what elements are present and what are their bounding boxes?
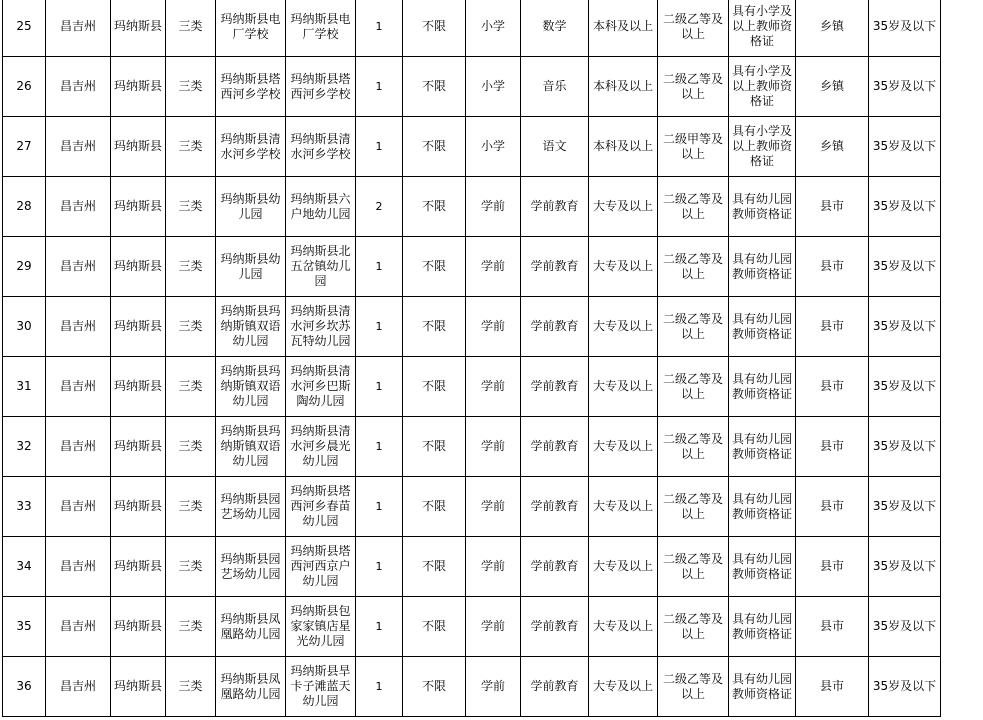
mandarin-level-cell[interactable]: 二级乙等及以上 [658,357,729,417]
prefecture-cell[interactable]: 昌吉州 [46,417,111,477]
certificate-cell[interactable]: 具有幼儿园教师资格证 [729,597,796,657]
county-cell[interactable]: 玛纳斯县 [111,357,166,417]
subject-cell[interactable]: 学前教育 [521,237,589,297]
table-row [3,357,941,417]
prefecture-cell[interactable]: 昌吉州 [46,0,111,57]
school-cell[interactable]: 玛纳斯县园艺场幼儿园 [216,477,286,537]
subject-cell[interactable]: 学前教育 [521,177,589,237]
recruitment-table [2,0,941,717]
post-school-cell[interactable]: 玛纳斯县旱卡子滩蓝天幼儿园 [286,657,356,717]
mandarin-level-cell[interactable]: 二级乙等及以上 [658,57,729,117]
post-school-cell[interactable]: 玛纳斯县清水河乡学校 [286,117,356,177]
seq-cell[interactable]: 26 [3,57,46,117]
quota-cell[interactable]: 1 [356,537,403,597]
gender-cell[interactable]: 不限 [403,0,466,57]
prefecture-cell[interactable]: 昌吉州 [46,657,111,717]
education-cell[interactable]: 大专及以上 [589,477,658,537]
county-cell[interactable]: 玛纳斯县 [111,417,166,477]
post-school-cell[interactable]: 玛纳斯县包家家镇店星光幼儿园 [286,597,356,657]
quota-cell[interactable]: 1 [356,0,403,57]
quota-cell[interactable]: 1 [356,357,403,417]
seq-cell[interactable]: 36 [3,657,46,717]
gender-cell[interactable]: 不限 [403,417,466,477]
gender-cell[interactable]: 不限 [403,117,466,177]
seq-cell[interactable]: 35 [3,597,46,657]
quota-cell[interactable]: 1 [356,417,403,477]
mandarin-level-cell[interactable]: 二级乙等及以上 [658,0,729,57]
table-row [3,117,941,177]
certificate-cell[interactable]: 具有小学及以上教师资格证 [729,117,796,177]
post-school-cell[interactable]: 玛纳斯县六户地幼儿园 [286,177,356,237]
age-cell[interactable]: 35岁及以下 [869,357,941,417]
subject-cell[interactable]: 学前教育 [521,297,589,357]
county-cell[interactable]: 玛纳斯县 [111,597,166,657]
school-cell[interactable]: 玛纳斯县园艺场幼儿园 [216,537,286,597]
seq-cell[interactable]: 33 [3,477,46,537]
location-cell[interactable]: 乡镇 [796,57,869,117]
seq-cell[interactable]: 25 [3,0,46,57]
subject-cell[interactable]: 学前教育 [521,477,589,537]
mandarin-level-cell[interactable]: 二级乙等及以上 [658,537,729,597]
subject-cell[interactable]: 学前教育 [521,537,589,597]
category-cell[interactable]: 三类 [166,417,216,477]
category-cell[interactable]: 三类 [166,657,216,717]
quota-cell[interactable]: 1 [356,57,403,117]
school-cell[interactable]: 玛纳斯县玛纳斯镇双语幼儿园 [216,417,286,477]
seq-cell[interactable]: 27 [3,117,46,177]
county-cell[interactable]: 玛纳斯县 [111,297,166,357]
gender-cell[interactable]: 不限 [403,237,466,297]
prefecture-cell[interactable]: 昌吉州 [46,237,111,297]
table-row [3,0,941,57]
subject-cell[interactable]: 数学 [521,0,589,57]
county-cell[interactable]: 玛纳斯县 [111,177,166,237]
prefecture-cell[interactable]: 昌吉州 [46,477,111,537]
category-cell[interactable]: 三类 [166,237,216,297]
location-cell[interactable]: 县市 [796,657,869,717]
school-cell[interactable]: 玛纳斯县塔西河乡学校 [216,57,286,117]
certificate-cell[interactable]: 具有幼儿园教师资格证 [729,537,796,597]
seq-cell[interactable]: 32 [3,417,46,477]
age-cell[interactable]: 35岁及以下 [869,537,941,597]
mandarin-level-cell[interactable]: 二级乙等及以上 [658,417,729,477]
post-school-cell[interactable]: 玛纳斯县塔西河乡春苗幼儿园 [286,477,356,537]
age-cell[interactable]: 35岁及以下 [869,117,941,177]
certificate-cell[interactable]: 具有幼儿园教师资格证 [729,417,796,477]
location-cell[interactable]: 县市 [796,477,869,537]
post-school-cell[interactable]: 玛纳斯县清水河乡晨光幼儿园 [286,417,356,477]
category-cell[interactable]: 三类 [166,297,216,357]
quota-cell[interactable]: 1 [356,657,403,717]
category-cell[interactable]: 三类 [166,477,216,537]
category-cell[interactable]: 三类 [166,57,216,117]
mandarin-level-cell[interactable]: 二级乙等及以上 [658,177,729,237]
table-row [3,597,941,657]
education-cell[interactable]: 大专及以上 [589,417,658,477]
school-cell[interactable]: 玛纳斯县玛纳斯镇双语幼儿园 [216,357,286,417]
county-cell[interactable]: 玛纳斯县 [111,537,166,597]
school-cell[interactable]: 玛纳斯县玛纳斯镇双语幼儿园 [216,297,286,357]
stage-cell[interactable]: 学前 [466,657,521,717]
certificate-cell[interactable]: 具有幼儿园教师资格证 [729,237,796,297]
age-cell[interactable]: 35岁及以下 [869,477,941,537]
quota-cell[interactable]: 1 [356,597,403,657]
location-cell[interactable]: 县市 [796,597,869,657]
prefecture-cell[interactable]: 昌吉州 [46,537,111,597]
location-cell[interactable]: 县市 [796,357,869,417]
mandarin-level-cell[interactable]: 二级乙等及以上 [658,237,729,297]
education-cell[interactable]: 大专及以上 [589,657,658,717]
seq-cell[interactable]: 28 [3,177,46,237]
quota-cell[interactable]: 2 [356,177,403,237]
education-cell[interactable]: 大专及以上 [589,357,658,417]
stage-cell[interactable]: 小学 [466,57,521,117]
education-cell[interactable]: 大专及以上 [589,297,658,357]
mandarin-level-cell[interactable]: 二级甲等及以上 [658,117,729,177]
age-cell[interactable]: 35岁及以下 [869,597,941,657]
subject-cell[interactable]: 学前教育 [521,657,589,717]
table-row [3,177,941,237]
certificate-cell[interactable]: 具有小学及以上教师资格证 [729,57,796,117]
stage-cell[interactable]: 学前 [466,417,521,477]
gender-cell[interactable]: 不限 [403,297,466,357]
stage-cell[interactable]: 小学 [466,0,521,57]
education-cell[interactable]: 大专及以上 [589,237,658,297]
mandarin-level-cell[interactable]: 二级乙等及以上 [658,597,729,657]
location-cell[interactable]: 乡镇 [796,117,869,177]
county-cell[interactable]: 玛纳斯县 [111,57,166,117]
table-row [3,57,941,117]
seq-cell[interactable]: 31 [3,357,46,417]
prefecture-cell[interactable]: 昌吉州 [46,57,111,117]
age-cell[interactable]: 35岁及以下 [869,57,941,117]
gender-cell[interactable]: 不限 [403,597,466,657]
age-cell[interactable]: 35岁及以下 [869,657,941,717]
age-cell[interactable]: 35岁及以下 [869,177,941,237]
school-cell[interactable]: 玛纳斯县凤凰路幼儿园 [216,657,286,717]
school-cell[interactable]: 玛纳斯县幼儿园 [216,177,286,237]
post-school-cell[interactable]: 玛纳斯县塔西河西京户幼儿园 [286,537,356,597]
location-cell[interactable]: 县市 [796,537,869,597]
seq-cell[interactable]: 34 [3,537,46,597]
education-cell[interactable]: 本科及以上 [589,57,658,117]
mandarin-level-cell[interactable]: 二级乙等及以上 [658,297,729,357]
county-cell[interactable]: 玛纳斯县 [111,477,166,537]
age-cell[interactable]: 35岁及以下 [869,0,941,57]
subject-cell[interactable]: 学前教育 [521,597,589,657]
gender-cell[interactable]: 不限 [403,477,466,537]
education-cell[interactable]: 大专及以上 [589,177,658,237]
county-cell[interactable]: 玛纳斯县 [111,237,166,297]
certificate-cell[interactable]: 具有幼儿园教师资格证 [729,477,796,537]
location-cell[interactable]: 县市 [796,237,869,297]
certificate-cell[interactable]: 具有小学及以上教师资格证 [729,0,796,57]
post-school-cell[interactable]: 玛纳斯县北五岔镇幼儿园 [286,237,356,297]
school-cell[interactable]: 玛纳斯县清水河乡学校 [216,117,286,177]
table-row [3,237,941,297]
county-cell[interactable]: 玛纳斯县 [111,0,166,57]
age-cell[interactable]: 35岁及以下 [869,237,941,297]
location-cell[interactable]: 县市 [796,417,869,477]
seq-cell[interactable]: 29 [3,237,46,297]
prefecture-cell[interactable]: 昌吉州 [46,357,111,417]
category-cell[interactable]: 三类 [166,117,216,177]
prefecture-cell[interactable]: 昌吉州 [46,597,111,657]
table-row [3,657,941,717]
category-cell[interactable]: 三类 [166,597,216,657]
education-cell[interactable]: 本科及以上 [589,117,658,177]
county-cell[interactable]: 玛纳斯县 [111,117,166,177]
subject-cell[interactable]: 学前教育 [521,417,589,477]
category-cell[interactable]: 三类 [166,177,216,237]
location-cell[interactable]: 县市 [796,297,869,357]
seq-cell[interactable]: 30 [3,297,46,357]
stage-cell[interactable]: 学前 [466,297,521,357]
table-body [3,0,941,717]
location-cell[interactable]: 乡镇 [796,0,869,57]
post-school-cell[interactable]: 玛纳斯县塔西河乡学校 [286,57,356,117]
subject-cell[interactable]: 语文 [521,117,589,177]
age-cell[interactable]: 35岁及以下 [869,417,941,477]
stage-cell[interactable]: 学前 [466,537,521,597]
gender-cell[interactable]: 不限 [403,357,466,417]
table-row [3,537,941,597]
category-cell[interactable]: 三类 [166,357,216,417]
post-school-cell[interactable]: 玛纳斯县清水河乡巴斯陶幼儿园 [286,357,356,417]
certificate-cell[interactable]: 具有幼儿园教师资格证 [729,177,796,237]
stage-cell[interactable]: 学前 [466,237,521,297]
post-school-cell[interactable]: 玛纳斯县清水河乡坎苏瓦特幼儿园 [286,297,356,357]
subject-cell[interactable]: 学前教育 [521,357,589,417]
prefecture-cell[interactable]: 昌吉州 [46,297,111,357]
quota-cell[interactable]: 1 [356,297,403,357]
stage-cell[interactable]: 学前 [466,357,521,417]
county-cell[interactable]: 玛纳斯县 [111,657,166,717]
table-row [3,297,941,357]
stage-cell[interactable]: 学前 [466,177,521,237]
quota-cell[interactable]: 1 [356,117,403,177]
gender-cell[interactable]: 不限 [403,177,466,237]
category-cell[interactable]: 三类 [166,537,216,597]
school-cell[interactable]: 玛纳斯县幼儿园 [216,237,286,297]
school-cell[interactable]: 玛纳斯县凤凰路幼儿园 [216,597,286,657]
education-cell[interactable]: 大专及以上 [589,597,658,657]
age-cell[interactable]: 35岁及以下 [869,297,941,357]
table-row [3,417,941,477]
mandarin-level-cell[interactable]: 二级乙等及以上 [658,657,729,717]
certificate-cell[interactable]: 具有幼儿园教师资格证 [729,297,796,357]
gender-cell[interactable]: 不限 [403,537,466,597]
gender-cell[interactable]: 不限 [403,657,466,717]
post-school-cell[interactable]: 玛纳斯县电厂学校 [286,0,356,57]
location-cell[interactable]: 县市 [796,177,869,237]
gender-cell[interactable]: 不限 [403,57,466,117]
category-cell[interactable]: 三类 [166,0,216,57]
quota-cell[interactable]: 1 [356,477,403,537]
mandarin-level-cell[interactable]: 二级乙等及以上 [658,477,729,537]
certificate-cell[interactable]: 具有幼儿园教师资格证 [729,357,796,417]
stage-cell[interactable]: 学前 [466,477,521,537]
school-cell[interactable]: 玛纳斯县电厂学校 [216,0,286,57]
prefecture-cell[interactable]: 昌吉州 [46,117,111,177]
subject-cell[interactable]: 音乐 [521,57,589,117]
quota-cell[interactable]: 1 [356,237,403,297]
table-row [3,477,941,537]
stage-cell[interactable]: 学前 [466,597,521,657]
certificate-cell[interactable]: 具有幼儿园教师资格证 [729,657,796,717]
prefecture-cell[interactable]: 昌吉州 [46,177,111,237]
education-cell[interactable]: 本科及以上 [589,0,658,57]
education-cell[interactable]: 大专及以上 [589,537,658,597]
stage-cell[interactable]: 小学 [466,117,521,177]
